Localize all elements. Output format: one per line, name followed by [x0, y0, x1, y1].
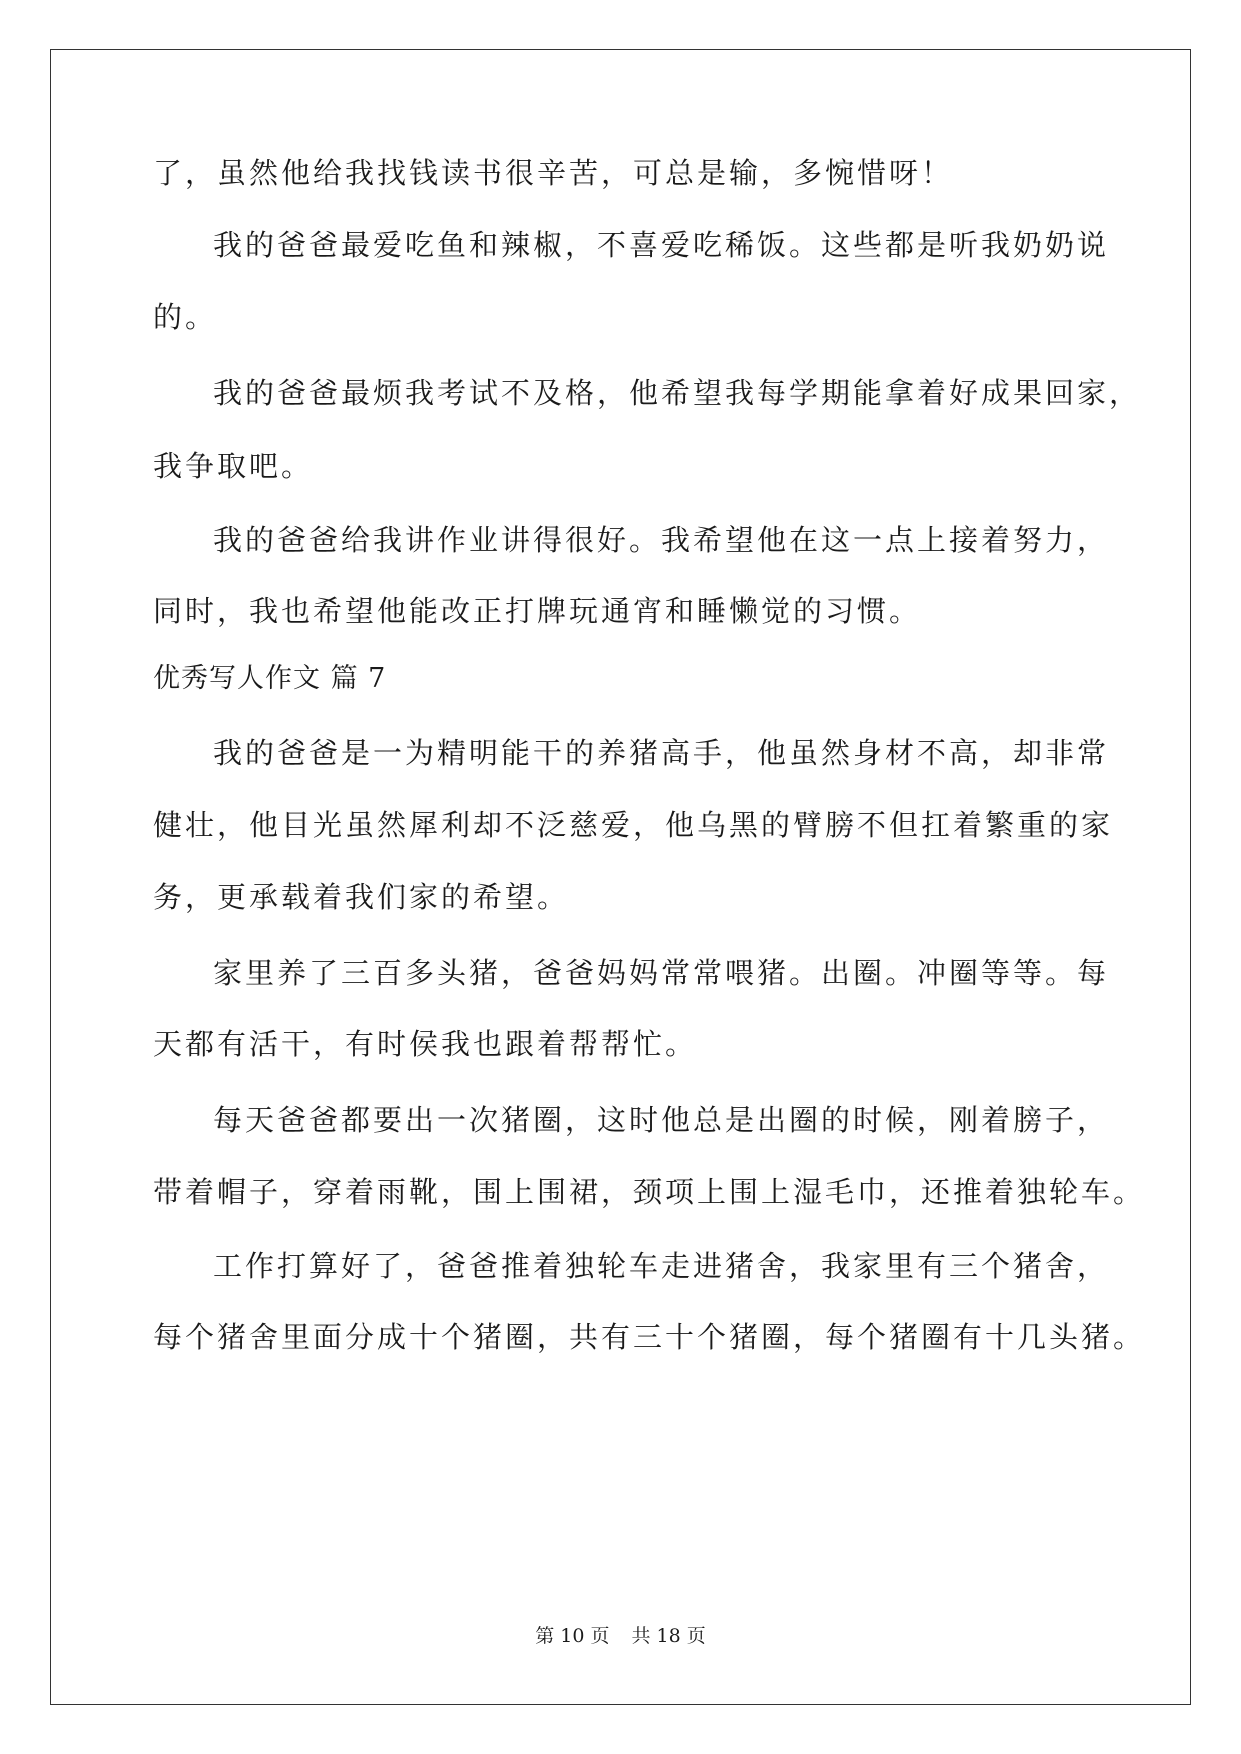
text-line: 我的爸爸最爱吃鱼和辣椒，不喜爱吃稀饭。这些都是听我奶奶说 — [213, 228, 1110, 262]
text-line: 健壮，他目光虽然犀利却不泛慈爱，他乌黑的臂膀不但扛着繁重的家 — [153, 808, 1114, 842]
text-line: 我的爸爸给我讲作业讲得很好。我希望他在这一点上接着努力， — [213, 523, 1110, 557]
text-line: 每天爸爸都要出一次猪圈，这时他总是出圈的时候，刚着膀子， — [213, 1103, 1110, 1137]
text-line: 务，更承载着我们家的希望。 — [153, 880, 570, 914]
section-heading: 优秀写人作文 篇 7 — [153, 663, 387, 694]
text-line: 工作打算好了，爸爸推着独轮车走进猪舍，我家里有三个猪舍， — [213, 1249, 1110, 1283]
page-footer — [0, 1627, 1241, 1646]
text-line: 天都有活干，有时侯我也跟着帮帮忙。 — [153, 1027, 698, 1061]
text-line: 的。 — [153, 300, 218, 334]
text-line: 家里养了三百多头猪，爸爸妈妈常常喂猪。出圈。冲圈等等。每 — [213, 956, 1110, 990]
text-line: 同时，我也希望他能改正打牌玩通宵和睡懒觉的习惯。 — [153, 594, 922, 628]
text-line: 每个猪舍里面分成十个猪圈，共有三十个猪圈，每个猪圈有十几头猪。 — [153, 1320, 1146, 1354]
page-total: 共 18 页 — [631, 1625, 706, 1647]
page-border — [50, 49, 1191, 1705]
text-line: 了，虽然他给我找钱读书很辛苦，可总是输，多惋惜呀！ — [153, 156, 954, 190]
text-line: 我的爸爸是一为精明能干的养猪高手，他虽然身材不高，却非常 — [213, 736, 1110, 770]
text-line: 带着帽子，穿着雨靴，围上围裙，颈项上围上湿毛巾，还推着独轮车。 — [153, 1175, 1146, 1209]
text-line: 我争取吧。 — [153, 449, 314, 483]
page-number: 第 10 页 — [535, 1625, 610, 1647]
text-line: 我的爸爸最烦我考试不及格，他希望我每学期能拿着好成果回家， — [213, 376, 1142, 410]
